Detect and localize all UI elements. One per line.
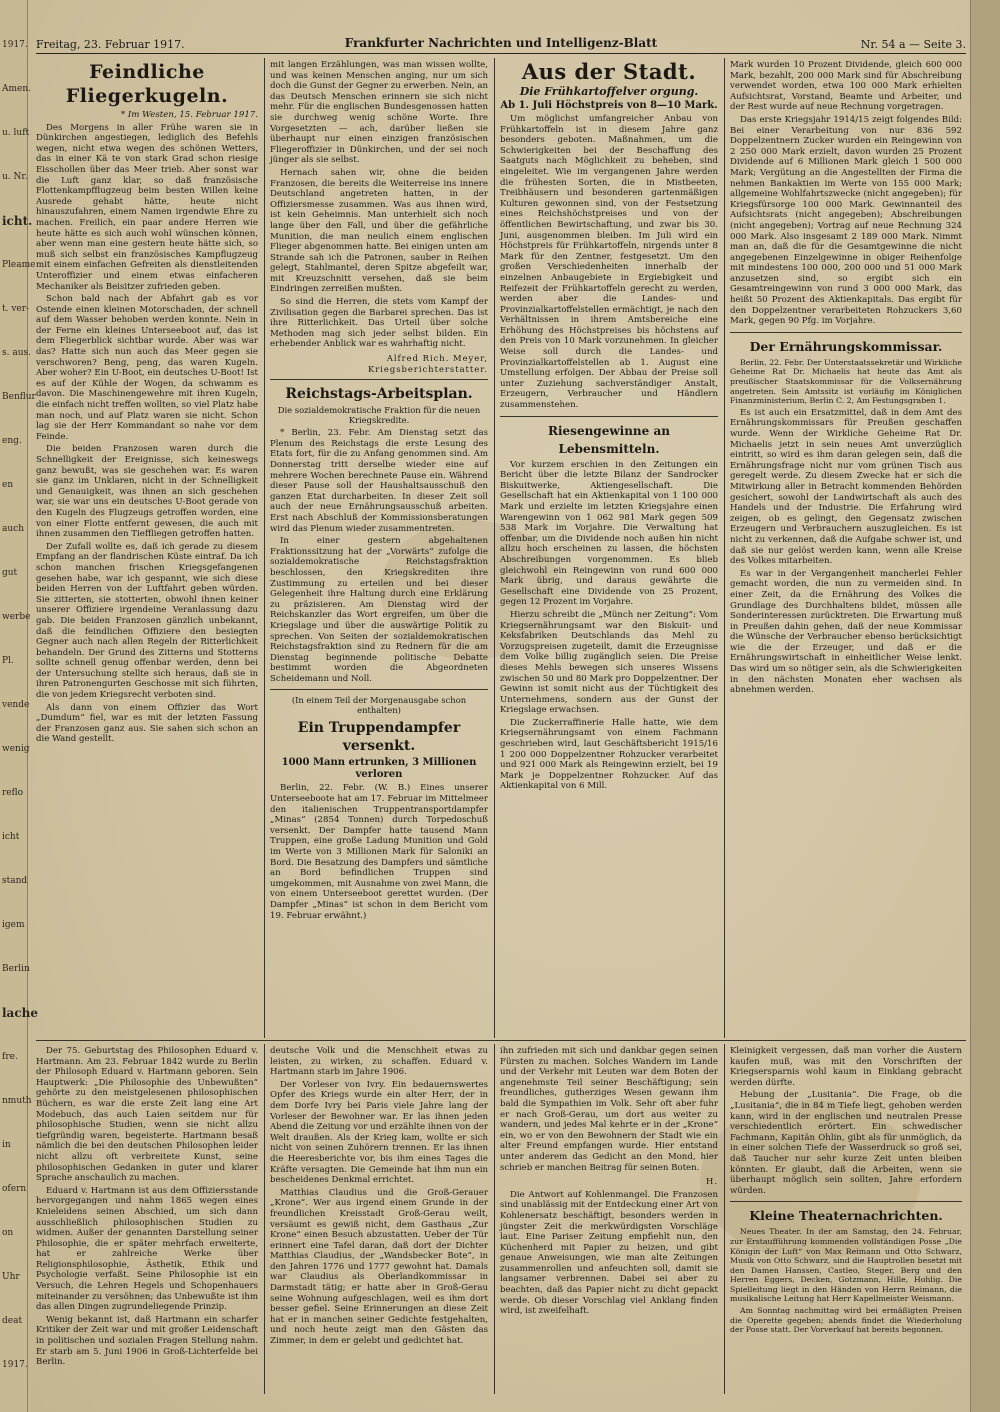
article-title: Der Ernährungskommissar.	[749, 338, 943, 354]
margin-stub-text: Amen.	[2, 84, 32, 94]
margin-stub-text: icht.	[2, 214, 33, 228]
article-paragraph: Die beiden Franzosen waren durch die Schnelligkeit der Ereignisse, sich keineswegs ganz bewußt, was sie geschehen war. Es waren sie ganz im Unklaren, nicht in der Schnelligkeit und Genauigkeit, was ihnen an sich geschehen war, sie war uns ein deutsches U-Boot gerade von den Kugeln des Flugzeugs getroffen worden, eine von einer Flotte entfernt gewesen, die auch mit ihnen zusammen den Tieffliegen getroffen hatten.	[36, 444, 258, 540]
issue-date: Freitag, 23. Februar 1917.	[36, 38, 185, 51]
article-paragraph: Die Zuckerraffinerie Halle hatte, wie dem Kriegsernährungsamt von einem Fachmann geschrieben wird, laut Geschäftsbericht 1915/16 1 200 000 Doppelzentner Rohzucker verarbeitet und 921 000 Mark als Reingewinn erzielt, bei 19 Mark je Doppelzentner Rohzucker. Auf das Aktienkapital von 6 Mill.	[500, 717, 718, 792]
margin-stub-text: eng.	[2, 436, 22, 446]
section-rule	[36, 1040, 966, 1041]
margin-stub-text: fre.	[2, 1052, 18, 1062]
column-rule	[494, 58, 495, 1038]
article-paragraph: Mark wurden 10 Prozent Dividende, gleich 600 000 Mark, bezahlt, 200 000 Mark sind für Abschreibung verwendet worden, etwa 100 000 Mark erhielten Aufsichtsrat, Vorstand, Beamte und Arbeiter, und der Rest wurde auf neue Rechnung vorgetragen.	[730, 60, 962, 113]
article-paragraph: deutsche Volk und die Menschheit etwas zu leisten, zu wirken, zu schaffen. Eduard v. Hartmann starb im Jahre 1906.	[270, 1046, 488, 1078]
margin-stub-text: en	[2, 480, 14, 490]
article-paragraph: Um möglichst umfangreicher Anbau von Frühkartoffeln ist in diesem Jahre ganz besonders geboten. Maßnahmen, um die Schwierigkeiten bei der Beschaffung des Saatguts nach Möglichkeit zu beheben, sind eingeleitet. Wie im vergangenen Jahre werden die frühesten Sorten, die in Mistbeeten, Treibhäusern und besonderen gartenmäßigen Kulturen gewonnen sind, von der Festsetzung eines Reichshöchstpreises und von der öffentlichen Bewirtschaftung, und zwar bis 30. Juni, ausgenommen bleiben. Im Juli wird ein Höchstpreis für Frühkartoffeln, nirgends unter 8 Mark für den Zentner, festgesetzt. Um den großen Verschiedenheiten innerhalb der einzelnen Anbaugebiete in Ergiebigkeit und Reifezeit der Frühkartoffeln gerecht zu werden, werden aber die Landes- und Provinzialkartoffelstellen ermächtigt, je nach den Verhältnissen in ihrem Amtsbereiche eine Erhöhung des Höchstpreises bis höchstens auf den Preis von 10 Mark vorzunehmen. In gleicher Weise soll durch die Landes- und Provinzialkartoffelstellen ab 1. August eine Umstellung erfolgen. Der Abbau der Preise soll unter Zuziehung sachverständiger Anstalt, Erzeugern, Verbraucher und Händlern zusammenstehen.	[500, 114, 718, 411]
margin-stub-text: gut	[2, 568, 18, 578]
article-paragraph: So sind die Herren, die stets vom Kampf der Zivilisation gegen die Barbarei sprechen. Das ist ihre Ritterlichkeit. Das Urteil über solche Methoden mag sich jeder selbst bilden. Ein erhebender Anblick war es wahrhaftig nicht.	[270, 297, 488, 350]
article-paragraph: Matthias Claudius und die Groß-Gerauer „Krone“. Wer aus irgend einem Grunde in der freundlichen Kreisstadt Groß-Gerau weilt, versäumt es gewiß nicht, dem Gasthaus „Zur Krone“ einen Besuch abzustatten. Ueber der Tür erinnert eine Tafel daran, daß dort der Dichter Matthias Claudius, der „Wandsbecker Bote“, in den Jahren 1776 und 1777 gewohnt hat. Damals war Claudius als Oberlandkommissar in Darmstadt tätig; er hatte aber in Groß-Gerau seine Wohnung aufgeschlagen, weil es ihm dort besser gefiel. Seine Erinnerungen an diese Zeit hat er in manchen seiner Gedichte festgehalten, und noch heute zeigt man den Gästen das Zimmer, in dem er gelebt und gedichtet hat.	[270, 1187, 488, 1347]
margin-stub-text: vende	[2, 700, 30, 710]
article-title: Die Frühkartoffelver orgung.	[519, 85, 699, 98]
article-paragraph: Wenig bekannt ist, daß Hartmann ein scharfer Kritiker der Zeit war und mit großer Leidenschaft in politischen und sozialen Fragen Stellung nahm. Er starb am 5. Juni 1906 in Groß-Lichterfelde bei Berlin.	[36, 1314, 258, 1368]
article-title: Ein Truppendampfer versenkt.	[297, 720, 461, 755]
article-paragraph: ihn zufrieden mit sich und dankbar gegen seinen Fürsten zu machen. Solches Wandern im Lande und der Verkehr mit Leuten war dem Boten der angenehmste Teil seiner Beschäftigung; sein freundliches, gutherziges Wesen gewann ihm bald die Sympathien im Volk. Sehr oft aber fuhr er nach Groß-Gerau, um dort aus weiter zu wandern, und jedes Mal kehrte er in der „Krone“ ein, wo er von den Bewohnern der Stadt wie ein alter Freund empfangen wurde. Hier entstand unter anderem das Gedicht an den Mond, hier schrieb er manchen Beitrag für seinen Boten.	[500, 1046, 718, 1173]
article-paragraph: Vor kurzem erschien in den Zeitungen ein Bericht über die letzte Bilanz der Sandrocker Biskuitwerke, Aktiengesellschaft. Die Gesellschaft hat ein Aktienkapital von 1 100 000 Mark und erzielte im letzten Kriegsjahre einen Warengewinn von 1 062 981 Mark gegen 509 538 Mark im Vorjahre. Die Verwaltung hat offenbar, um die Dividende noch außen hin nicht allzu hoch erscheinen zu lassen, die höchsten Abschreibungen vorgenommen. Es blieb gleichwohl ein Reingewinn von rund 600 000 Mark übrig, und daraus gewährte die Gesellschaft eine Dividende von 25 Prozent, gegen 12 Prozent im Vorjahre.	[500, 459, 718, 608]
article-divider	[730, 1201, 962, 1202]
article-paragraph: mit langen Erzählungen, was man wissen wollte, und was keinen Menschen anging, nur um sich doch die Gunst der Gegner zu erwerben. Nein, an das Deutsch Menschen erinnern sie sich nicht mehr. Für die englischen Bundesgenossen hatten sie durchweg wenig schöne Worte. Ihre Vorgesetzten — ach, darüber ließen sie überhaupt nur einen einzigen französischen Fliegeroffizier in Dünkirchen, und der sei noch jünger als sie selbst.	[270, 60, 488, 166]
margin-stub-text: Pl.	[2, 656, 14, 666]
article-subtitle: Die sozialdemokratische Fraktion für die neuen Kriegskredite.	[277, 405, 481, 426]
article-signature: Alfred Rich. Meyer, Kriegsberichterstatter.	[367, 353, 488, 374]
article-paragraph: Berlin, 22. Febr. (W. B.) Eines unserer Unterseeboote hat am 17. Februar im Mittelmeer den italienischen Truppentransportdampfer „Minas“ (2854 Tonnen) durch Torpedoschuß versenkt. Der Dampfer hatte tausend Mann Truppen, eine große Ladung Munition und Gold im Werte von 3 Millionen Mark für Saloniki an Bord. Die Besatzung des Dampfers und sämtliche an Bord befindlichen Truppen sind umgekommen, mit Ausnahme von zwei Mann, die von einem Unterseeboot gerettet wurden. (Der Dampfer „Minas“ ist schon in dem Bericht vom 19. Februar erwähnt.)	[270, 783, 488, 921]
article-note: (In einem Teil der Morgenausgabe schon enthalten)	[291, 695, 467, 716]
column-reichstag	[270, 60, 488, 1036]
column-ernaehrung	[730, 60, 962, 1036]
article-paragraph: Der Zufall wollte es, daß ich gerade zu diesem Empfang an der flandrischen Küste eintraf. Da ich schon manchen frischen Kriegsgefangenen gesehen habe, war ich gespannt, wie sich diese beiden Herren von der Luftfahrt geben würden. Sie zitterten, sie stotterten, obwohl ihnen keiner unserer Offiziere irgendeine Veranlassung dazu gab. Die beiden Franzosen gänzlich unbekannt, daß die feindlichen Offiziere den besiegten Gegner auch nach allen Regeln der Ritterlichkeit behandeln. Der Grund des Zitterns und Stotterns sollte schnell genug offenbar werden, denn bei der Untersuchung stellte sich heraus, daß sie in ihren Patronengurten Geschosse mit sich führten, die von jedem Kriegsrecht verboten sind.	[36, 541, 258, 701]
margin-stub-text: t. ver-	[2, 304, 30, 314]
margin-stub-text: wenig	[2, 744, 30, 754]
article-subtitle: 1000 Mann ertrunken, 3 Millionen verloren	[281, 757, 477, 781]
column-vorleser	[270, 1046, 488, 1392]
article-divider	[270, 379, 488, 380]
article-paragraph: Schon bald nach der Abfahrt gab es vor Ostende einen kleinen Motorschaden, der schnell auf dem Wasser behoben werden konnte. Nein in der Ferne ein kleines Unterseeboot auf, das ist dem Fliegerblick sichtbar wurde. Aber was war das? Hatte sich nun auch das Meer gegen sie verschworen? Beng, peng, das waren Kugeln. Aber woher? Ein U-Boot, ein deutsches U-Boot! Ist es auf der Kühle der Wogen, da schwamm es davon. Die Maschinengewehre mit ihren Kugeln, die einfach nicht treffen wollten, so viel Platz habe man noch, und auf Platz waren sie nicht. Schon lag sie der Herr Kommandant so nahe vor dem Feinde.	[36, 294, 258, 442]
margin-stub-text: auch	[2, 524, 24, 534]
article-paragraph: Der 75. Geburtstag des Philosophen Eduard v. Hartmann. Am 23. Februar 1842 wurde zu Berlin der Philosoph Eduard v. Hartmann geboren. Sein Hauptwerk: „Die Philosophie des Unbewußten“ gehörte zu den meistgelesenen philosophischen Büchern, es war die erste Zeit lang eine Art Modebuch, das auch Laien seitdem nur für philosophische Studien, wenn sie nicht allzu tiefgründig waren, begeisterte. Hartmann besaß nämlich die bei den deutschen Philosophen leider nicht allzu oft verbreitete Kunst, seine philosophischen Gedanken in guter und klarer Sprache anschaulich zu machen.	[36, 1046, 258, 1184]
article-paragraph: Kleinigkeit vergessen, daß man vorher die Austern kaufen muß, was mit den Vorschriften der Kriegsersparnis wohl kaum in Einklang gebracht werden dürfte.	[730, 1046, 962, 1088]
article-lead: Berlin, 22. Febr. Der Unterstaatssekretär und Wirkliche Geheime Rat Dr. Michaelis hat heute das Amt als preußischer Staatskommissar für die Volksernährung angetreten. Sein Amtssitz ist vorläufig im Königlichen Finanzministerium, Berlin C. 2, Am Festungsgraben 1.	[730, 357, 962, 406]
margin-stub-text: nmuth	[2, 1096, 32, 1106]
article-divider	[500, 416, 718, 417]
column-theater	[730, 1046, 962, 1392]
margin-stub-text: stand	[2, 876, 28, 886]
margin-stub-text: in	[2, 1140, 11, 1150]
margin-stub-text: werbe	[2, 612, 31, 622]
column-aus-der-stadt	[500, 60, 718, 1036]
column-claudius	[500, 1046, 718, 1392]
column-rule	[724, 58, 725, 1038]
article-paragraph: Der Vorleser von Ivry. Ein bedauernswertes Opfer des Kriegs wurde ein alter Herr, der in dem Dorfe Ivry bei Paris viele Jahre lang der Vorleser der Bewohner war. Er las ihnen jeden Abend die Zeitung vor und erzählte ihnen von der Welt draußen. Als der Krieg kam, wollte er sich nicht von seinen Zuhörern trennen. Er las ihnen die Heeresberichte vor, bis ihm eines Tages die Kräfte versagten. Die Gemeinde hat ihm nun ein bescheidenes Denkmal errichtet.	[270, 1079, 488, 1186]
masthead: Frankfurter Nachrichten und Intelligenz-Blatt	[344, 36, 658, 50]
article-paragraph: Am Sonntag nachmittag wird bei ermäßigten Preisen die Operette gegeben; abends findet die Wiederholung der Posse statt. Der Vorverkauf hat bereits begonnen.	[730, 1306, 962, 1335]
margin-stub-text: s. aus.	[2, 348, 31, 358]
article-divider	[730, 332, 962, 333]
margin-stub-text: Berlin	[2, 964, 30, 974]
article-paragraph: Das erste Kriegsjahr 1914/15 zeigt folgendes Bild: Bei einer Verarbeitung von nur 836 592 Doppelzentnern Zucker wurden ein Reingewinn von 2 250 000 Mark erzielt, davon wurden 25 Prozent Dividende auf 6 Millionen Mark gleich 1 500 000 Mark; Vergütung an die Angestellten der Firma die nehmen Bankaktien im Werte von 155 000 Mark; allgemeine Wohlfahrtszwecke (nicht angegeben); für Kriegsfürsorge 100 000 Mark. Gewinnanteil des Aufsichtsrats (nicht angegeben); Abschreibungen (nicht angegeben); Vortrag auf neue Rechnung 324 000 Mark. Also insgesamt 2 189 000 Mark. Nimmt man an, daß die für die Gesamtgewinne die nicht angegebenen Einzelgewinne in obiger Reihenfolge mit mindestens 100 000, 200 000 und 51 000 Mark anzusetzen sind, so ergibt sich ein Gesamtreingewinn von rund 3 000 000 Mark, das heißt 50 Prozent des Aktienkapitals. Das ergibt für den Doppelzentner verarbeiteten Rohzuckers 3,60 Mark, gegen 90 Pfg. im Vorjahre.	[730, 114, 962, 327]
column-rule	[724, 1044, 725, 1394]
article-paragraph: Hebung der „Lusitania“. Die Frage, ob die „Lusitania“, die in 84 m Tiefe liegt, gehoben werden kann, wird in der englischen und neutralen Presse verschiedentlich erörtert. Ein schwedischer Fachmann, Kapitän Ohlin, gibt als für unmöglich, da in einer solchen Tiefe der Wasserdruck so groß sei, daß Taucher nur sehr kurze Zeit unten bleiben könnten. Er glaubt, daß die Arbeiten, wenn sie überhaupt möglich sein sollten, Jahre erfordern würden.	[730, 1090, 962, 1196]
article-title: Riesengewinne an Lebensmitteln.	[548, 423, 670, 456]
page-number: Nr. 54 a — Seite 3.	[860, 38, 966, 51]
margin-stub-text: 1917.	[2, 1360, 28, 1370]
margin-stub-text: on	[2, 1228, 14, 1238]
article-paragraph: In einer gestern abgehaltenen Fraktionssitzung hat der „Vorwärts“ zufolge die sozialdemokratische Reichstagsfraktion beschlossen, den Kriegskrediten ihre Zustimmung zu erteilen und bei dieser Gelegenheit ihre Haltung durch eine Erklärung zu präzisieren. Am Dienstag wird der Reichskanzler das Wort ergreifen, um über die Kriegslage und über die auswärtige Politik zu sprechen. Von Seiten der sozialdemokratischen Reichstagsfraktion sind zu Rednern für die am Dienstag beginnende politische Debatte bestimmt worden die Abgeordneten Scheidemann und Noll.	[270, 536, 488, 684]
article-signature: H.	[706, 1176, 718, 1187]
margin-stub-text: Benflur	[2, 392, 36, 402]
margin-stub-text: Pleame	[2, 260, 36, 270]
column-feindliche-fliegerkugeln	[36, 60, 258, 1036]
margin-stub-text: lache	[2, 1006, 38, 1020]
margin-stub-text: deat	[2, 1316, 23, 1326]
margin-stub-text: ofern	[2, 1184, 27, 1194]
article-paragraph: Hierzu schreibt die „Münch ner Zeitung“: Vom Kriegsernährungsamt war den Biskuit- und Keksfabriken Deutschlands das Mehl zu Vorzugspreisen zugeteilt, damit die Erzeugnisse dem Volke billig zugänglich seien. Die Preise dieses Mehls bewegen sich unseres Wissens zwischen 50 und 80 Mark pro Doppelzentner. Der Gewinn ist somit nicht aus der Tüchtigkeit des Unternehmens, sondern aus der Gunst der Kriegslage erwachsen.	[500, 609, 718, 716]
article-title: Reichstags-Arbeitsplan.	[285, 386, 473, 403]
margin-stub-text: u. Nr.	[2, 172, 28, 182]
article-title: Feindliche Fliegerkugeln.	[65, 61, 229, 107]
column-rule	[264, 58, 265, 1038]
article-title: Kleine Theaternachrichten.	[749, 1208, 943, 1224]
margin-stub-text: icht	[2, 832, 20, 842]
article-divider	[270, 689, 488, 690]
article-dateline: * Im Westen, 15. Februar 1917.	[120, 110, 258, 120]
margin-stub-text: 1917.	[2, 40, 28, 50]
margin-stub-text: reflo	[2, 788, 24, 798]
article-paragraph: Als dann von einem Offizier das Wort „Dumdum“ fiel, war es mit der letzten Fassung der Franzosen ganz aus. Sie sahen sich schon an die Wand gestellt.	[36, 702, 258, 745]
article-paragraph: Neues Theater. In der am Samstag, den 24. Februar, zur Erstaufführung kommenden vollständigen Posse „Die Königin der Luft“ von Max Reimann und Otto Schwarz, Musik von Otto Schwarz, sind die Hauptrollen besetzt mit den Damen Hanssen, Castleo, Steger, Berg und den Herren Eggers, Decken, Gotzmann, Hille, Hohlig. Die Spielleitung liegt in den Händen von Herrn Reimann, die musikalische Leitung hat Herr Kapellmeister Weismann.	[730, 1227, 962, 1304]
column-rule	[264, 1044, 265, 1394]
margin-stub-text: igem	[2, 920, 25, 930]
margin-stub-text: u. luft	[2, 128, 30, 138]
article-paragraph: Es ist auch ein Ersatzmittel, daß in dem Amt des Ernährungskommissars für Preußen geschaffen wurde. Wenn der Wirkliche Geheime Rat Dr. Michaelis jetzt in sein neues Amt unverzüglich eintritt, so wird es ihm daran gelegen sein, daß die Ernährungsfrage nicht nur vom grünen Tisch aus geregelt werde. Zu diesem Zwecke hat er sich die Mitwirkung aller in Betracht kommenden Behörden gesichert, sowohl der Landwirtschaft als auch des Handels und der Industrie. Die Erfahrung wird zeigen, ob es gelingt, den Gegensatz zwischen Erzeugern und Verbrauchern auszugleichen. Es ist nicht zu verkennen, daß die Aufgabe schwer ist, und daß sie nur gelöst werden kann, wenn alle Kreise des Volkes mitarbeiten.	[730, 407, 962, 567]
page-header	[36, 36, 966, 54]
article-paragraph: Eduard v. Hartmann ist aus dem Offiziersstande hervorgegangen und nahm 1865 wegen eines Knieleidens seinen Abschied, um sich dann ausschließlich philosophischen Studien zu widmen. Außer der genannten Darstellung seiner Philosophie, die er später mehrfach erweiterte, hat er zahlreiche Werke über Religionsphilosophie, Ästhetik, Ethik und Psychologie verfaßt. Seine Philosophie ist ein Versuch, die Lehren Hegels und Schopenhauers miteinander zu versöhnen; das Unbewußte ist ihm das allen Dingen zugrundeliegende Prinzip.	[36, 1185, 258, 1313]
right-page-margin	[970, 0, 1000, 1412]
article-paragraph: * Berlin, 23. Febr. Am Dienstag setzt das Plenum des Reichstags die erste Lesung des Etats fort, für die zu Anfang genommen sind. Am Donnerstag tritt derselbe wieder eine auf mehrere Wochen berechnete Pause ein. Während dieser Pause soll der Haushaltsausschuß den ganzen Etat durcharbeiten. In dieser Zeit soll auch der neue Ernährungsausschuß arbeiten. Erst nach Abschluß der Kommissionsberatungen wird das Plenum wieder zusammentreten.	[270, 428, 488, 534]
margin-stub-text: Uhr	[2, 1272, 20, 1282]
article-paragraph: Hernach sahen wir, ohne die beiden Franzosen, die bereits die Weiterreise ins innere Deutschland angetreten hatten, in der Offiziersmesse zusammen. Was aus ihnen wird, ist kein Geheimnis. Man unterhielt sich noch lange über den Fall, und über die gefährliche Munition, die man neulich einem englischen Flieger abgenommen hatte. Bei einigen unten am Strande sah ich die Patronen, sauber in Reihen gelegt, Stahlmantel, deren Spitze abgefeilt war, mit Kreuzschnitt versehen, daß sie beim Eindringen zerreißen mußten.	[270, 167, 488, 295]
column-rule	[494, 1044, 495, 1394]
section-title: Aus der Stadt.	[521, 59, 697, 84]
article-paragraph: Die Antwort auf Kohlenmangel. Die Franzosen sind unablässig mit der Entdeckung einer Art von Kohlenersatz beschäftigt, besonders werden in jüngster Zeit die merkwürdigsten Vorschläge laut. Eine Pariser Zeitung empfiehlt nun, den Küchenherd mit Papier zu heizen, und gibt genaue Anweisungen, wie man alte Zeitungen zusammenrollen und anfeuchten soll, damit sie langsamer verbrennen. Dabei sei aber zu beachten, daß das Papier nicht zu dicht gepackt werde. Ob dieser Vorschlag viel Anklang finden wird, ist zweifelhaft.	[500, 1189, 718, 1317]
left-page-margin	[0, 0, 38, 1412]
article-paragraph: Des Morgens in aller Frühe waren sie in Dünkirchen angestiegen, lediglich des Befehls wegen, nicht etwa wegen des schönen Wetters, das in einer Kä te von stark Grad schon riesige Eisschollen über das Meer trieb. Aber sonst war die Luft ganz klar, so daß französische Flottenkampfflugzeug beim besten Willen keine Ausrede gehabt hätte, heute nicht hinauszufahren, einem Namen irgendwie Ehre zu machen. Freilich, ein paar andere Herren wie heute hätte es sich auch wohl wünschen können, aber wenn man eine gestern heute hätte sich, so muß sich selbst ein französisches Kampflugzeug mit einem einfachen Gefreiten als dienstleitenden Unteroffizier und einem etwas einfacheren Mechaniker als Beisitzer zufrieden geben.	[36, 122, 258, 292]
article-paragraph: Es war in der Vergangenheit mancherlei Fehler gemacht worden, die nun zu vermeiden sind. In einer Zeit, da die Ernährung des Volkes die Grundlage des Durchhaltens bildet, müssen alle Sonderinteressen zurücktreten. Die Erwartung muß in Preußen dahin gehen, daß der neue Kommissar die Wünsche der Verbraucher ebenso berücksichtigt wie die der Erzeuger, und daß er die Ernährungswirtschaft in einheitlicher Weise lenkt. Das wird um so nötiger sein, als die Schwierigkeiten in den nächsten Monaten eher wachsen als abnehmen werden.	[730, 568, 962, 696]
article-subtitle: Ab 1. Juli Höchstpreis von 8—10 Mark.	[500, 100, 718, 111]
column-hartmann	[36, 1046, 258, 1392]
